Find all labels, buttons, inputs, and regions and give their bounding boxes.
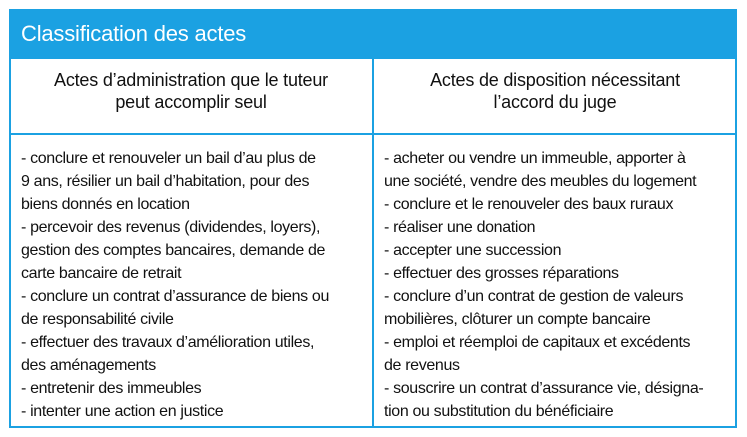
administration-acts-line: gestion des comptes bancaires, demande de (21, 242, 326, 259)
disposition-acts-line: une société, vendre des meubles du logement (384, 173, 697, 190)
administration-acts-line: biens donnés en location (21, 196, 190, 213)
disposition-acts-line: - acheter ou vendre un immeuble, apporter à (384, 150, 686, 167)
disposition-acts-list (384, 147, 719, 423)
administration-acts-line: de responsabilité civile (21, 311, 174, 328)
administration-acts-list (21, 147, 364, 423)
left-column-header-line: Actes d’administration que le tuteur (54, 70, 328, 90)
column-divider (372, 59, 374, 428)
administration-acts-line: - intenter une action en justice (21, 403, 224, 420)
title-bar (11, 11, 735, 59)
administration-acts-line: - percevoir des revenus (dividendes, loyers), (21, 219, 321, 236)
administration-acts-line: carte bancaire de retrait (21, 265, 182, 282)
right-column-header (375, 69, 735, 113)
administration-acts-line: 9 ans, résilier un bail d’habitation, pour des (21, 173, 310, 190)
disposition-acts-line: - réaliser une donation (384, 219, 536, 236)
administration-acts-line: - entretenir des immeubles (21, 380, 202, 397)
disposition-acts-line: - conclure et le renouveler des baux ruraux (384, 196, 674, 213)
disposition-acts-line: - accepter une succession (384, 242, 562, 259)
right-column-header-line: l’accord du juge (493, 92, 617, 112)
disposition-acts-line: mobilières, clôturer un compte bancaire (384, 311, 651, 328)
administration-acts-line: - effectuer des travaux d’amélioration utiles, (21, 334, 315, 351)
table-title: Classification des actes (21, 21, 247, 46)
classification-table (9, 9, 737, 428)
administration-acts-line: des aménagements (21, 357, 156, 374)
disposition-acts-line: - emploi et réemploi de capitaux et excédents (384, 334, 691, 351)
disposition-acts-line: tion ou substitution du bénéficiaire (384, 403, 614, 420)
disposition-acts-line: - souscrire un contrat d’assurance vie, désigna- (384, 380, 704, 397)
right-column-header-line: Actes de disposition nécessitant (430, 70, 680, 90)
administration-acts-line: - conclure un contrat d’assurance de biens ou (21, 288, 330, 305)
disposition-acts-line: de revenus (384, 357, 460, 374)
left-column-header (11, 69, 371, 113)
disposition-acts-line: - effectuer des grosses réparations (384, 265, 619, 282)
left-column-header-line: peut accomplir seul (115, 92, 267, 112)
disposition-acts-line: - conclure d’un contrat de gestion de valeurs (384, 288, 684, 305)
administration-acts-line: - conclure et renouveler un bail d’au plus de (21, 150, 316, 167)
